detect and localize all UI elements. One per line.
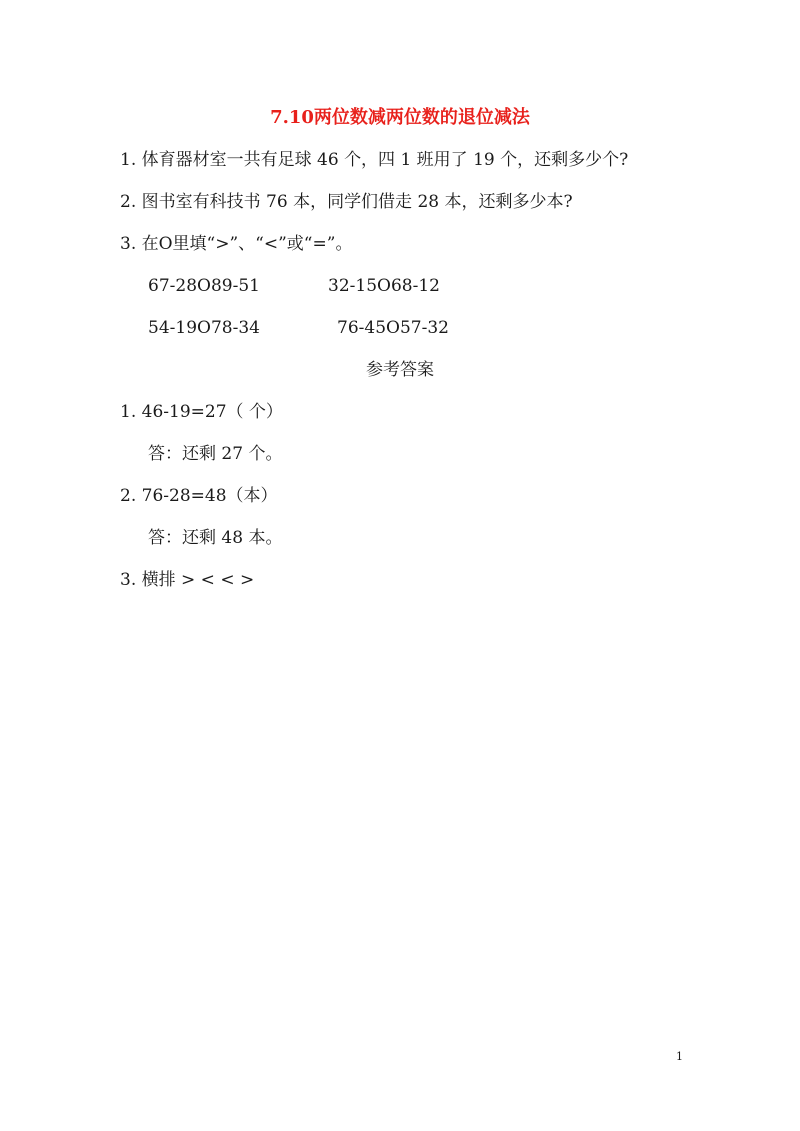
question-2: 2. 图书室有科技书 76 本，同学们借走 28 本，还剩多少本?	[120, 192, 573, 212]
page-title: 7.10两位数减两位数的退位减法	[270, 107, 530, 128]
comparison-item-3: 54-19O78-34	[148, 318, 260, 338]
answer-1-reply: 答：还剩 27 个。	[148, 444, 283, 464]
question-1: 1. 体育器材室一共有足球 46 个，四 1 班用了 19 个，还剩多少个?	[120, 150, 629, 170]
comparison-item-1: 67-28O89-51	[148, 276, 260, 296]
question-3: 3. 在O里填“>”、“<”或“=”。	[120, 234, 353, 254]
answer-3: 3. 横排 > < < >	[120, 570, 255, 590]
answer-2: 2. 76-28=48（本）	[120, 486, 278, 506]
answer-key-heading: 参考答案	[366, 360, 434, 380]
answer-2-reply: 答：还剩 48 本。	[148, 528, 283, 548]
comparison-item-4: 76-45O57-32	[337, 318, 449, 338]
answer-1: 1. 46-19=27（ 个）	[120, 402, 283, 422]
page-number: 1	[676, 1050, 683, 1063]
comparison-item-2: 32-15O68-12	[328, 276, 440, 296]
